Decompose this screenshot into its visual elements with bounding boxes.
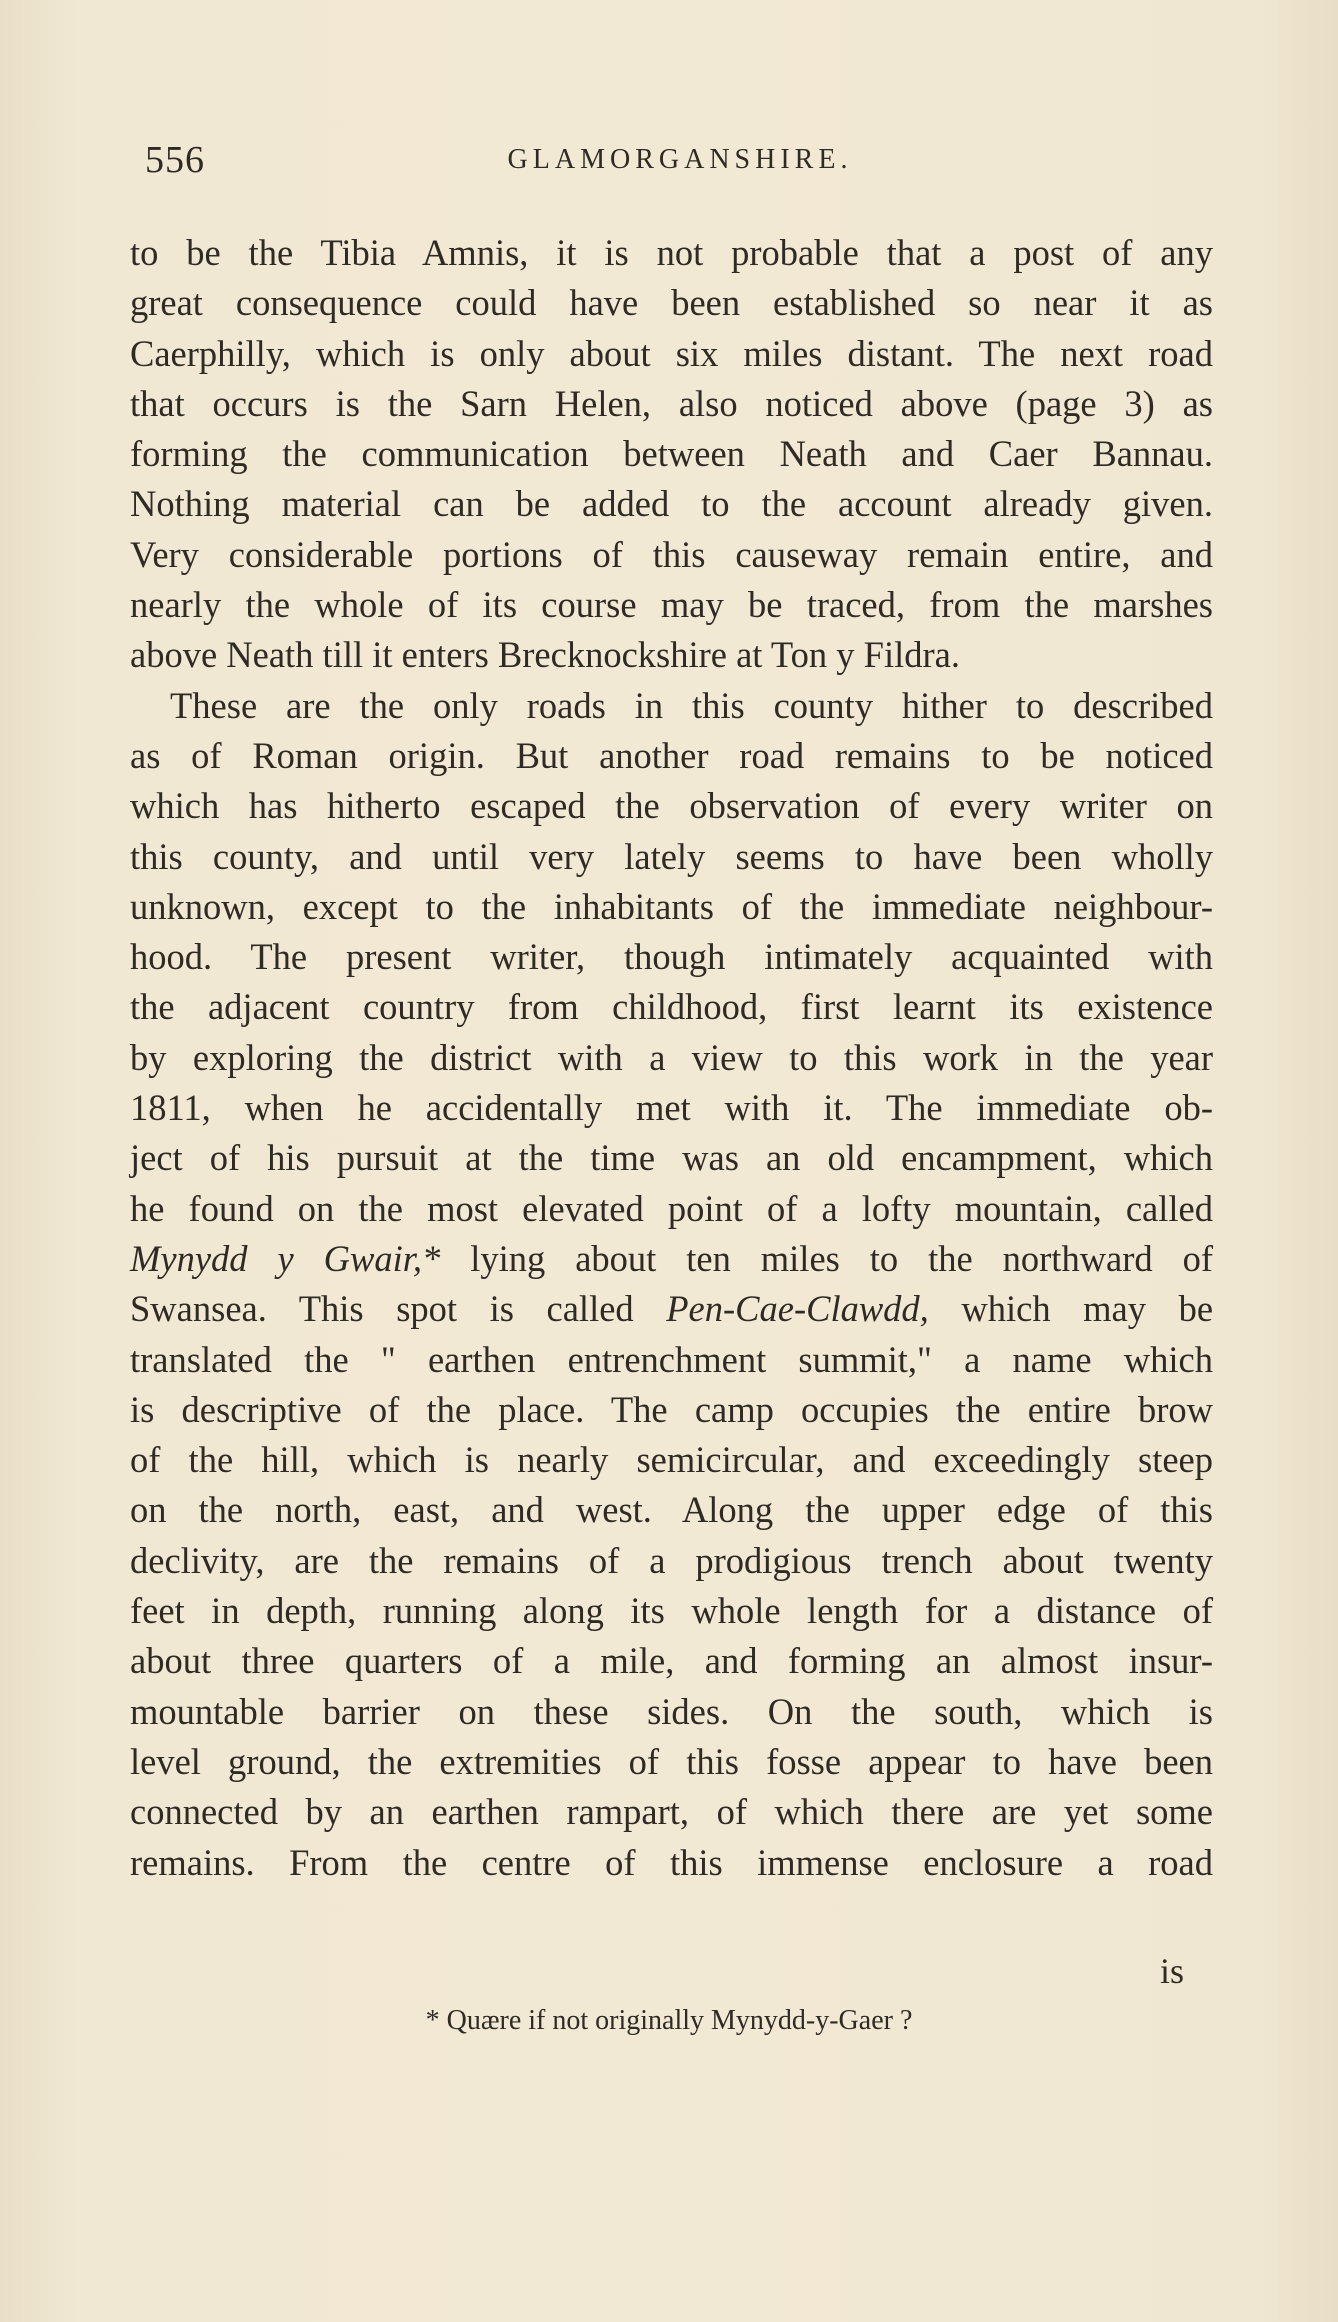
footnote: * Quære if not originally Mynydd-y-Gaer ? bbox=[425, 2005, 913, 2036]
page-number: 556 bbox=[145, 139, 205, 181]
text-line: as of Roman origin. But another road remains to be noticed bbox=[130, 734, 1213, 776]
body-text bbox=[130, 228, 1213, 1888]
text-line: mountable barrier on these sides. On the south, which is bbox=[130, 1690, 1213, 1732]
text-line: translated the " earthen entrenchment summit," a name which bbox=[130, 1338, 1213, 1380]
text-line: connected by an earthen rampart, of which there are yet some bbox=[130, 1791, 1213, 1833]
text-line: Very considerable portions of this causeway remain entire, and bbox=[130, 533, 1213, 575]
text-line: declivity, are the remains of a prodigious trench about twenty bbox=[130, 1539, 1213, 1581]
text-line: ject of his pursuit at the time was an old encampment, which bbox=[130, 1137, 1213, 1179]
text-line: of the hill, which is nearly semicircular, and exceedingly steep bbox=[130, 1439, 1213, 1481]
running-title: GLAMORGANSHIRE. bbox=[507, 144, 853, 175]
text-line: above Neath till it enters Brecknockshire at Ton y Fildra. bbox=[130, 634, 960, 676]
text-line: that occurs is the Sarn Helen, also noticed above (page 3) as bbox=[130, 382, 1213, 424]
text-line: to be the Tibia Amnis, it is not probable that a post of any bbox=[130, 232, 1213, 273]
catchword: is bbox=[1160, 1951, 1185, 1991]
text-line: feet in depth, running along its whole length for a distance of bbox=[130, 1590, 1213, 1632]
italic-place-name: Pen-Cae-Clawdd, bbox=[666, 1288, 929, 1330]
text-line: Nothing material can be added to the account already given. bbox=[130, 483, 1213, 525]
text-line: hood. The present writer, though intimately acquainted with bbox=[130, 936, 1213, 978]
text-line: 1811, when he accidentally met with it. The immediate ob- bbox=[130, 1087, 1213, 1129]
text-line: great consequence could have been established so near it as bbox=[130, 282, 1213, 324]
text-line: about three quarters of a mile, and forming an almost insur- bbox=[130, 1640, 1213, 1682]
text-line: forming the communication between Neath and Caer Bannau. bbox=[130, 433, 1213, 475]
text-fragment: lying about ten miles to the northward of bbox=[470, 1237, 1214, 1279]
text-fragment: Swansea. This spot is called bbox=[130, 1288, 634, 1330]
text-line: unknown, except to the inhabitants of the immediate neighbour- bbox=[130, 885, 1213, 927]
text-line: he found on the most elevated point of a lofty mountain, called bbox=[130, 1187, 1213, 1229]
text-line: remains. From the centre of this immense enclosure a road bbox=[130, 1841, 1213, 1883]
text-line: which has hitherto escaped the observation of every writer on bbox=[130, 785, 1213, 827]
text-line: this county, and until very lately seems to have been wholly bbox=[130, 835, 1213, 877]
text-line: level ground, the extremities of this fosse appear to have been bbox=[130, 1740, 1213, 1782]
text-fragment: which may be bbox=[961, 1288, 1214, 1330]
text-line: is descriptive of the place. The camp occupies the entire brow bbox=[130, 1388, 1213, 1430]
running-head bbox=[145, 138, 1215, 188]
text-line: Caerphilly, which is only about six miles distant. The next road bbox=[130, 332, 1213, 374]
italic-place-name: Mynydd y Gwair,* bbox=[130, 1237, 441, 1279]
text-line: by exploring the district with a view to this work in the year bbox=[130, 1036, 1213, 1078]
text-line: nearly the whole of its course may be traced, from the marshes bbox=[130, 584, 1213, 626]
text-line: the adjacent country from childhood, first learnt its existence bbox=[130, 986, 1213, 1028]
text-line: These are the only roads in this county hither to described bbox=[170, 684, 1213, 726]
text-line-swansea bbox=[130, 1284, 1213, 1334]
text-line-mynydd bbox=[130, 1234, 1213, 1284]
text-line: on the north, east, and west. Along the upper edge of this bbox=[130, 1489, 1213, 1531]
